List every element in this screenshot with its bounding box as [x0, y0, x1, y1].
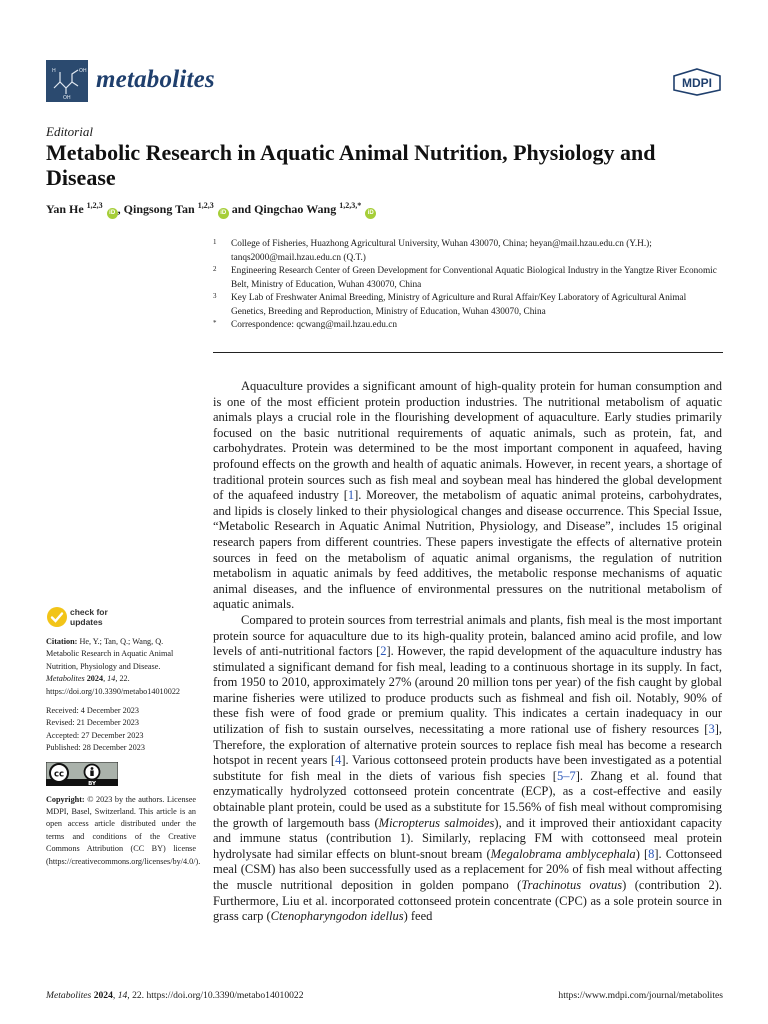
accepted-date: Accepted: 27 December 2023 — [46, 730, 144, 740]
correspondence-text: Correspondence: qcwang@mail.hzau.edu.cn — [231, 320, 398, 330]
journal-logo-icon — [46, 60, 88, 102]
check-updates-icon — [46, 606, 68, 628]
affiliation-number: 3 — [213, 292, 217, 300]
body-paragraph: Compared to protein sources from terrestrial animals and plants, fish meal is the most important protein source for aquaculture due to its high-quality protein, balanced amino acid profile, and low levels of anti-nutritional factors [2]. However, the rapid development of the aquaculture industry has stimulated a significant demand for fish meal, leading to a continuous shortage in its supply. In fact, from 1950 to 2010, approximately 27% (around 20 million tons per year) of the fish caught by global marine fisheries were utilized to produce products such as fishmeal and fish oil. Notably, 90% of these fish were of food grade or premium quality. This indicates a certain inadequacy in our utilization of fish to sustain ourselves, necessitating a more rational use of fishery resources [3], Therefore, the exploration of alternative protein sources to replace fish meal has become a research hotspot in recent years [4]. Various cottonseed protein products have been investigated as a potential substitute for fish meal in the diets of various fish species [5–7]. Zhang et al. found that enzymatically hydrolyzed cottonseed protein concentrate (ECP), as a cost-effective and easily obtainable plant protein, could be used as a substitute for 15.56% of fish meal without compromising the growth of largemouth bass (Micropterus salmoides), and it improved their antioxidant capacity and immune status (contribution 1). Similarly, replacing FM with cottonseed meal protein hydrolysate had similar effects on blunt-snout bream (Megalobrama amblycephala) [8]. Cottonseed meal (CSM) has also been successfully used as a replacement for 20% of fish meal without affecting the muscle nutritional deposition in golden pompano (Trachinotus ovatus) (contribution 2). Furthermore, Liu et al. incorporated cottonseed protein concentrate (CPC) as a sole protein source in grass carp (Ctenopharyngodon idellus) feed — [213, 612, 723, 924]
author-affiliation-sup: 1,2,3 — [86, 201, 103, 210]
svg-text:OH: OH — [63, 95, 71, 101]
author-name[interactable]: Yan He — [46, 202, 84, 216]
affiliation-text: Engineering Research Center of Green Development for Conventional Aquatic Biological Industry in the Yangtze River Economic Belt, Ministry of Education, Wuhan 430070, China — [231, 266, 717, 290]
reference-link[interactable]: 2 — [380, 644, 387, 659]
journal-header — [46, 60, 726, 106]
revised-date: Revised: 21 December 2023 — [46, 718, 139, 728]
affiliation-item — [213, 292, 723, 319]
footer-journal-link[interactable]: https://www.mdpi.com/journal/metabolites — [558, 990, 723, 1001]
affiliation-text: Key Lab of Freshwater Animal Breeding, Ministry of Agriculture and Rural Affair/Key Laboratory of Agricultural Animal Genetics, Breeding and Reproduction, Ministry of Education, Wuhan 430070, China — [231, 293, 687, 317]
svg-text:H: H — [52, 68, 56, 74]
affiliation-number: * — [213, 319, 217, 327]
affiliations — [213, 238, 723, 333]
reference-link[interactable]: 4 — [335, 753, 342, 768]
svg-text:BY: BY — [88, 780, 96, 786]
received-date: Received: 4 December 2023 — [46, 706, 139, 716]
mdpi-logo-icon[interactable] — [672, 68, 722, 101]
affiliation-item — [213, 238, 723, 265]
svg-text:cc: cc — [53, 769, 65, 780]
affiliation-number: 2 — [213, 265, 217, 273]
copyright-notice: Copyright: © 2023 by the authors. Licensee MDPI, Basel, Switzerland. This article is an open access article distributed under the terms and conditions of the Creative Commons Attribution (CC BY) license (https://creativecommons.org/licenses/by/4.0/). — [46, 794, 201, 866]
journal-name[interactable]: metabolites — [96, 66, 215, 93]
affiliation-text: College of Fisheries, Huazhong Agricultural University, Wuhan 430070, China; heyan@mail.hzau.edu.cn (Y.H.); tanqs2000@mail.hzau.edu.cn (Q.T.) — [231, 239, 652, 263]
publication-dates — [46, 705, 196, 755]
author-separator: and — [228, 202, 255, 216]
published-date: Published: 28 December 2023 — [46, 743, 145, 753]
author-name[interactable]: Qingsong Tan — [123, 202, 195, 216]
author-affiliation-sup: 1,2,3,* — [339, 201, 362, 210]
author-list — [46, 201, 376, 219]
article-body — [213, 379, 722, 925]
affiliation-number: 1 — [213, 238, 217, 246]
mdpi-logo-text: MDPI — [682, 76, 712, 90]
author-separator: , — [117, 202, 124, 216]
citation: Citation: He, Y.; Tan, Q.; Wang, Q. Metabolic Research in Aquatic Animal Nutrition, Physiology and Disease. Metabolites 2024, 14, 22. https://doi.org/10.3390/metabo14010022 — [46, 637, 181, 696]
footer-citation: Metabolites 2024, 14, 22. https://doi.org/10.3390/metabo14010022 — [46, 990, 304, 1001]
affiliation-divider — [213, 352, 723, 353]
reference-link[interactable]: 3 — [708, 722, 715, 737]
species-name: Megalobrama amblycephala — [490, 846, 636, 861]
svg-text:OH: OH — [79, 68, 87, 74]
author-affiliation-sup: 1,2,3 — [197, 201, 214, 210]
check-for-updates-button[interactable] — [46, 606, 196, 632]
citation-label: Citation: — [46, 637, 78, 646]
species-name: Ctenopharyngodon idellus — [270, 909, 404, 924]
cc-by-license-icon[interactable] — [46, 762, 118, 786]
species-name: Micropterus salmoides — [378, 815, 495, 830]
citation-doi-link[interactable]: , 22. https://doi.org/10.3390/metabo14010022 — [46, 674, 181, 696]
reference-link[interactable]: 1 — [347, 488, 355, 503]
affiliation-item — [213, 319, 723, 333]
check-updates-label: check for updates — [70, 607, 108, 627]
orcid-icon[interactable]: iD — [218, 208, 229, 219]
footer-doi-link[interactable]: , 22. https://doi.org/10.3390/metabo14010022 — [127, 990, 304, 1001]
article-title: Metabolic Research in Aquatic Animal Nutrition, Physiology and Disease — [46, 140, 656, 190]
affiliation-item — [213, 265, 723, 292]
article-type: Editorial — [46, 124, 93, 139]
author-name[interactable]: Qingchao Wang — [254, 202, 337, 216]
species-name: Trachinotus ovatus — [521, 878, 623, 892]
reference-link[interactable]: 5–7 — [556, 768, 576, 783]
orcid-icon[interactable]: iD — [107, 208, 118, 219]
copyright-label: Copyright: — [46, 794, 85, 804]
body-paragraph: Aquaculture provides a significant amount of high-quality protein for human consumption and is one of the most efficient protein production industries. The nutritional metabolism of aquatic animals plays a crucial role in the flourishing development of aquaculture. Early studies primarily focused on the basic nutritional requirements of aquatic animals, such as protein, fat, and carbohydrates. Protein was determined to be the most important component in aquafeed, having profound effects on the growth and health of aquatic animals. However, in recent years, a shortage of traditional protein sources such as fish meal and soybean meal has hindered the global development of the aquafeed industry [1]. Moreover, the metabolism of aquatic animal proteins, carbohydrates, and lipids is closely linked to their physiological changes and disease occurrence. This Special Issue, “Metabolic Research in Aquatic Animal Nutrition, Physiology, and Disease”, includes 15 original research papers from different countries. These papers investigate the effects of alternative protein sources in feed on the metabolism of aquatic animal organisms, the regulation of nutrition metabolism in aquatic animals by feed additives, the metabolic response mechanisms of aquatic animal diseases, and the influence of environmental pressures on the nutritional metabolism of aquatic animals. — [213, 379, 722, 612]
reference-link[interactable]: 8 — [648, 846, 655, 861]
article-sidebar — [46, 606, 201, 875]
orcid-icon[interactable]: iD — [365, 208, 376, 219]
